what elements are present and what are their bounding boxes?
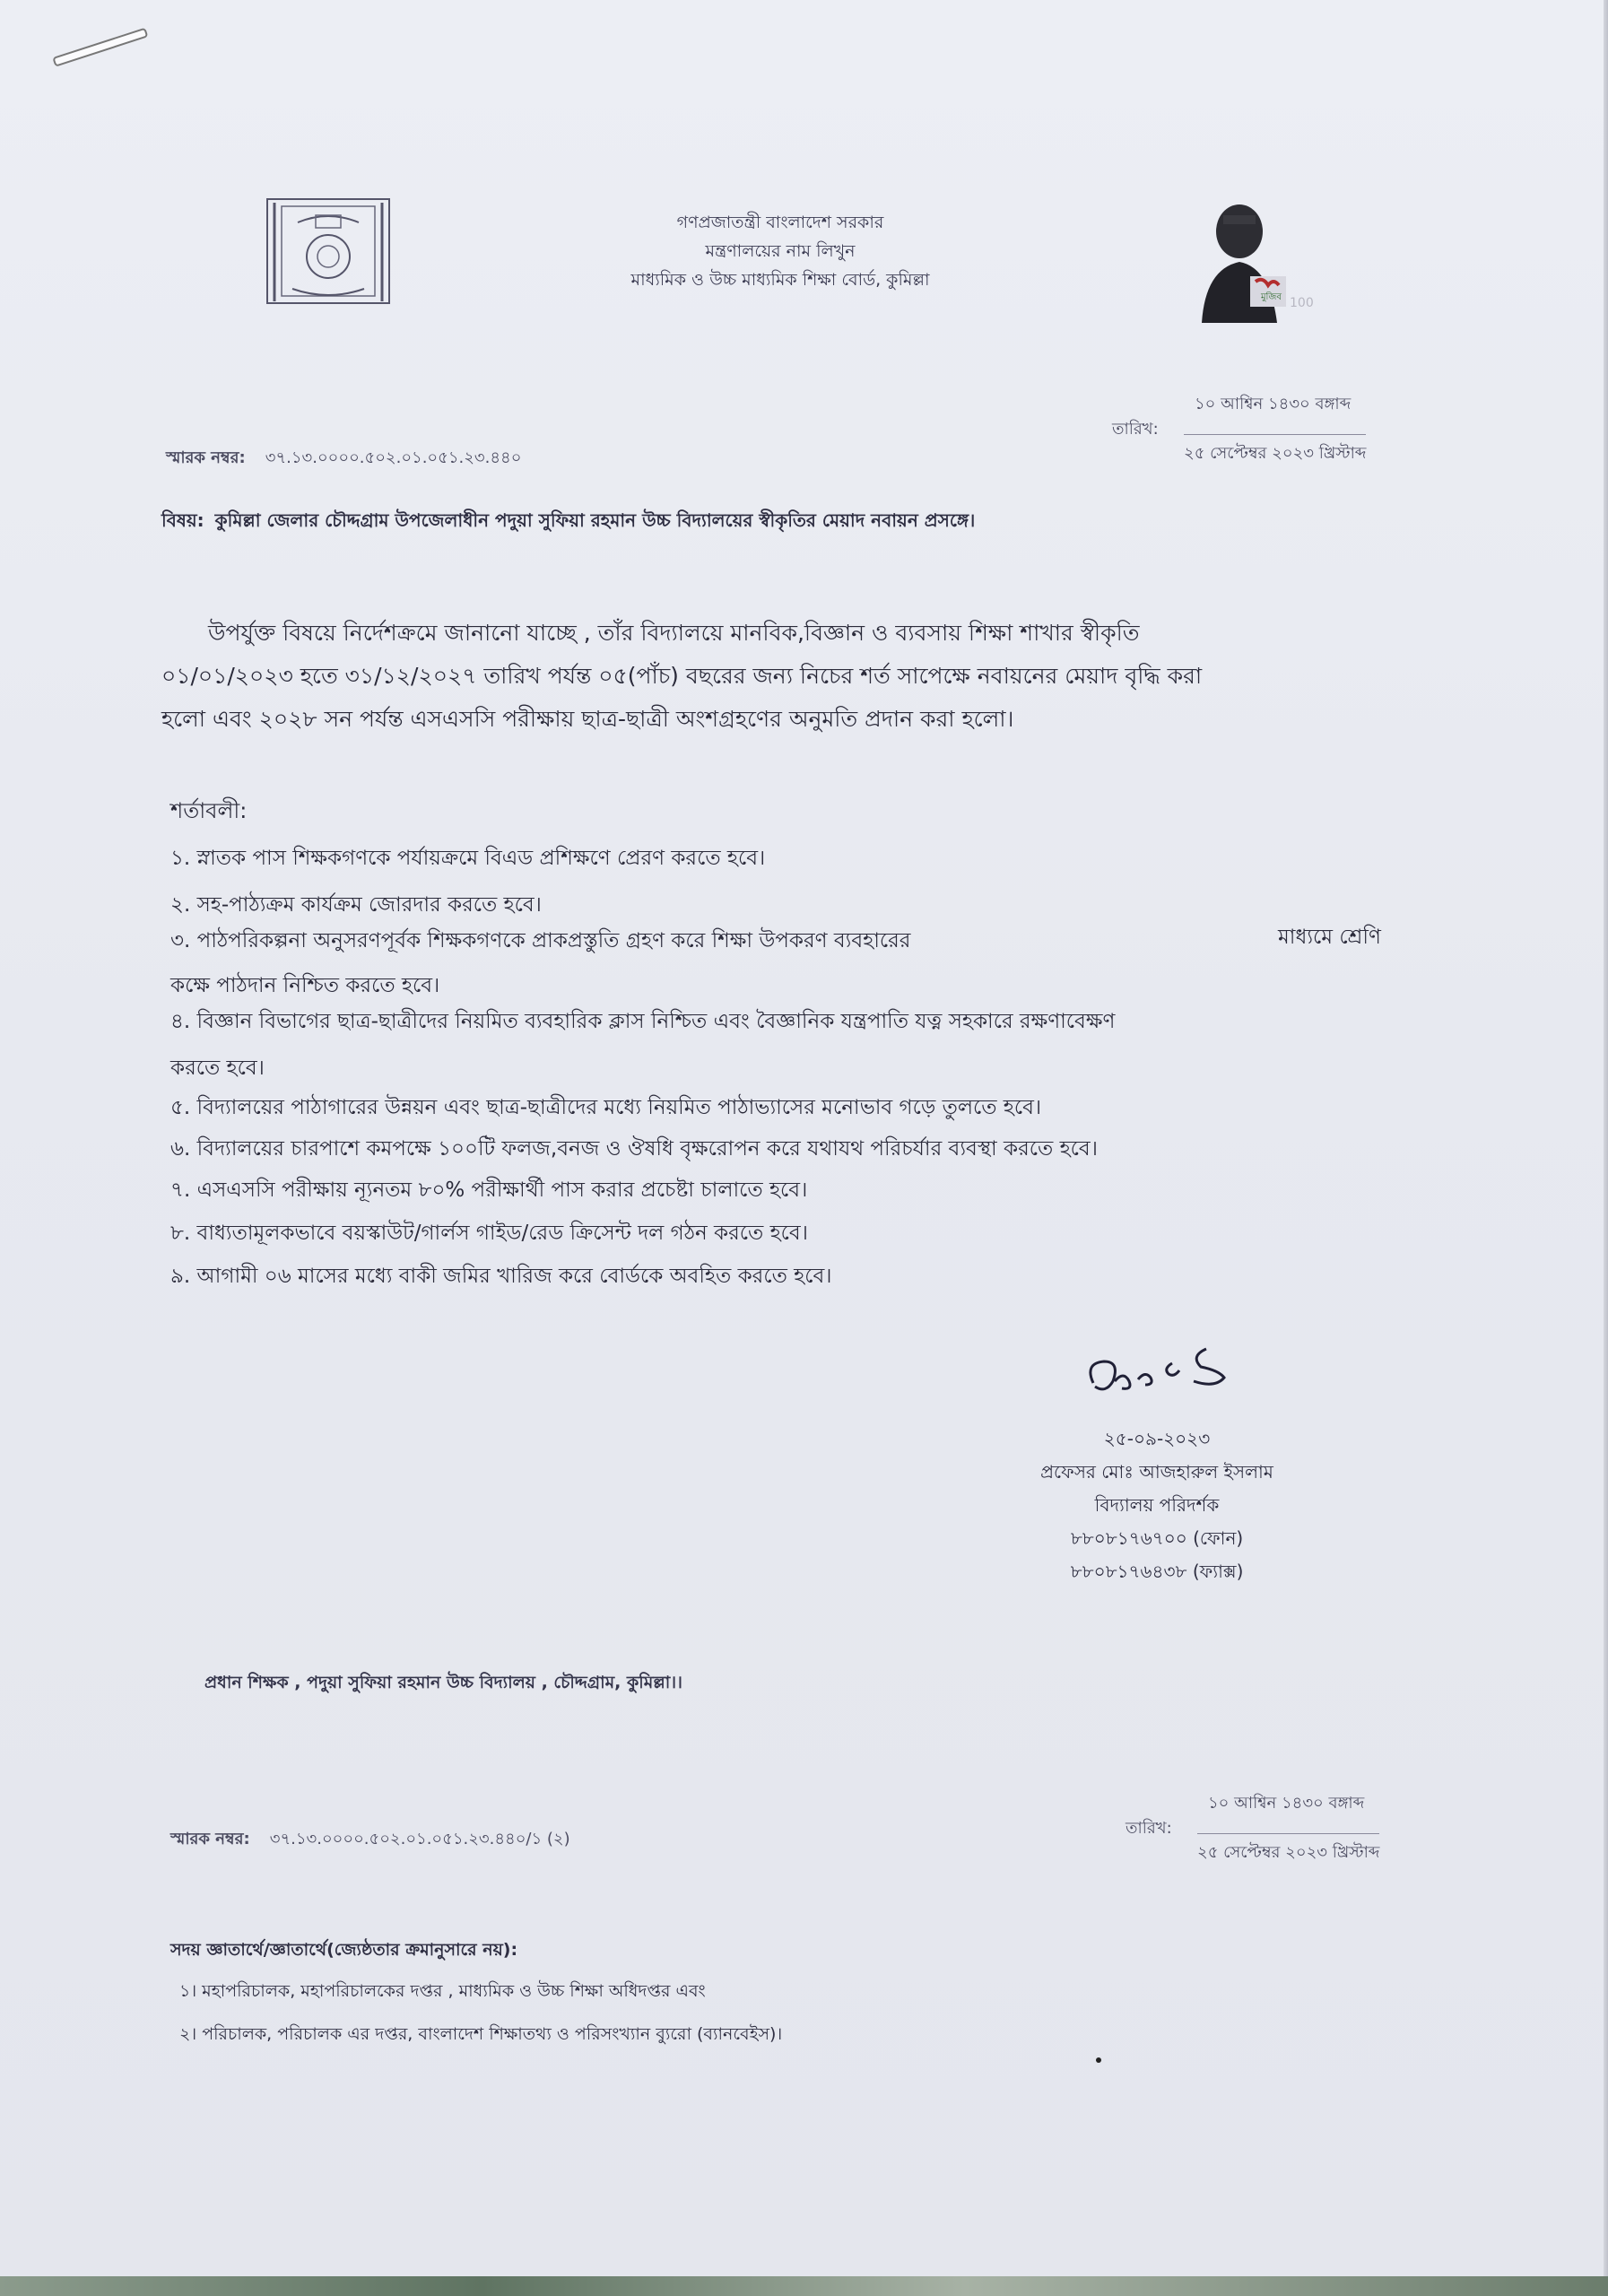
condition-item: করতে হবে।: [170, 1057, 265, 1080]
date-bangla: ১০ আশ্বিন ১৪৩০ বঙ্গাব্দ: [1195, 395, 1352, 413]
memo-number-2: [170, 1826, 570, 1854]
memo-number-1: [166, 445, 521, 473]
condition-item: ৬. বিদ্যালয়ের চারপাশে কমপক্ষে ১০০টি ফলজ,বনজ ও ঔষধি বৃক্ষরোপন করে যথাযথ পরিচর্যার ব্যবস্থা করতে হবে।: [170, 1137, 1098, 1161]
header-line-3: মাধ্যমিক ও উচ্চ মাধ্যমিক শিক্ষা বোর্ড, কুমিল্লা: [630, 270, 930, 290]
condition-item: মাধ্যমে শ্রেণি: [1278, 926, 1381, 949]
conditions-title: শর্তাবলী:: [170, 798, 248, 823]
date-english: ২৫ সেপ্টেম্বর ২০২৩ খ্রিস্টাব্দ: [1197, 1833, 1379, 1867]
signatory-fax: ৮৮০৮১৭৬৪৩৮ (ফ্যাক্স): [1070, 1561, 1244, 1582]
condition-item: ৪. বিজ্ঞান বিভাগের ছাত্র-ছাত্রীদের নিয়মিত ব্যবহারিক ক্লাস নিশ্চিত এবং বৈজ্ঞানিক যন্ত্রপাতি যত্ন সহকারে রক্ষণাবেক্ষণ: [170, 1010, 1116, 1033]
subject-text: কুমিল্লা জেলার চৌদ্দগ্রাম উপজেলাধীন পদুয়া সুফিয়া রহমান উচ্চ বিদ্যালয়ের স্বীকৃতির মেয়াদ নবায়ন প্রসঙ্গে।: [214, 509, 976, 531]
signature-date: ২৫-০৯-২০২৩: [1103, 1428, 1211, 1449]
table-surface: [0, 2276, 1608, 2296]
date-label: তারিখ:: [1112, 420, 1159, 439]
memo-value: ৩৭.১৩.০০০০.৫০২.০১.০৫১.২৩.৪৪০/১ (২): [269, 1830, 570, 1848]
memo-value: ৩৭.১৩.০০০০.৫০২.০১.০৫১.২৩.৪৪০: [265, 448, 522, 467]
condition-item: ৩. পাঠপরিকল্পনা অনুসরণপূর্বক শিক্ষকগণকে প্রাকপ্রস্তুতি গ্রহণ করে শিক্ষা উপকরণ ব্যবহারের: [170, 929, 911, 952]
svg-text:মুজিব: মুজিব: [1261, 292, 1282, 302]
board-emblem-icon: [262, 196, 395, 310]
pencil-mark: [52, 28, 148, 67]
signatory-designation: বিদ্যালয় পরিদর্শক: [1094, 1494, 1220, 1516]
recipient-line: প্রধান শিক্ষক , পদুয়া সুফিয়া রহমান উচ্চ বিদ্যালয় , চৌদ্দগ্রাম, কুমিল্লা।।: [204, 1673, 682, 1692]
page-edge: [1604, 0, 1608, 2296]
date-english: ২৫ সেপ্টেম্বর ২০২৩ খ্রিস্টাব্দ: [1184, 434, 1366, 468]
signatory-name: প্রফেসর মোঃ আজহারুল ইসলাম: [1040, 1461, 1273, 1483]
header-line-2: মন্ত্রণালয়ের নাম লিখুন: [705, 241, 856, 261]
subject-label: বিষয়:: [161, 509, 204, 531]
condition-item: কক্ষে পাঠদান নিশ্চিত করতে হবে।: [170, 974, 440, 997]
copies-title: সদয় জ্ঞাতার্থে/জ্ঞাতার্থে(জ্যেষ্ঠতার ক্রমানুসারে নয়):: [170, 1940, 518, 1960]
condition-item: ৫. বিদ্যালয়ের পাঠাগারের উন্নয়ন এবং ছাত্র-ছাত্রীদের মধ্যে নিয়মিত পাঠাভ্যাসের মনোভাব গড়ে তুলতে হবে।: [170, 1096, 1042, 1119]
condition-item: ৯. আগামী ০৬ মাসের মধ্যে বাকী জমির খারিজ করে বোর্ডকে অবহিত করতে হবে।: [170, 1265, 832, 1288]
body-line-2: ০১/০১/২০২৩ হতে ৩১/১২/২০২৭ তারিখ পর্যন্ত ০৫(পাঁচ) বছরের জন্য নিচের শর্ত সাপেক্ষে নবায়নের মেয়াদ বৃদ্ধি করা: [161, 663, 1203, 689]
ink-dot: [1096, 2057, 1101, 2063]
condition-item: ১. স্নাতক পাস শিক্ষকগণকে পর্যায়ক্রমে বিএড প্রশিক্ষণে প্রেরণ করতে হবে।: [170, 847, 766, 870]
portrait-logo-icon: [1184, 188, 1318, 323]
copy-item: ২। পরিচালক, পরিচালক এর দপ্তর, বাংলাদেশ শিক্ষাতথ্য ও পরিসংখ্যান ব্যুরো (ব্যানবেইস)।: [179, 2024, 783, 2044]
body-line-3: হলো এবং ২০২৮ সন পর্যন্ত এসএসসি পরীক্ষায় ছাত্র-ছাত্রী অংশগ্রহণের অনুমতি প্রদান করা হলো।: [161, 706, 1014, 732]
signature-icon: [1072, 1336, 1287, 1408]
date-label: তারিখ:: [1126, 1819, 1172, 1838]
condition-item: ৭. এসএসসি পরীক্ষায় ন্যূনতম ৮০% পরীক্ষার্থী পাস করার প্রচেষ্টা চালাতে হবে।: [170, 1178, 808, 1202]
signatory-phone: ৮৮০৮১৭৬৭০০ (ফোন): [1070, 1527, 1244, 1549]
subject-line: [161, 508, 975, 537]
condition-item: ২. সহ-পাঠ্যক্রম কার্যক্রম জোরদার করতে হবে।: [170, 893, 542, 917]
date-bangla: ১০ আশ্বিন ১৪৩০ বঙ্গাব্দ: [1208, 1794, 1365, 1813]
condition-item: ৮. বাধ্যতামূলকভাবে বয়স্কাউট/গার্লস গাইড/রেড ক্রিসেন্ট দল গঠন করতে হবে।: [170, 1222, 808, 1245]
header-line-1: গণপ্রজাতন্ত্রী বাংলাদেশ সরকার: [676, 213, 884, 232]
copy-item: ১। মহাপরিচালক, মহাপরিচালকের দপ্তর , মাধ্যমিক ও উচ্চ শিক্ষা অধিদপ্তর এবং: [179, 1981, 706, 2001]
body-line-1: উপর্যুক্ত বিষয়ে নির্দেশক্রমে জানানো যাচ্ছে , তাঁর বিদ্যালয়ে মানবিক,বিজ্ঞান ও ব্যবসায় শিক্ষা শাখার স্বীকৃতি: [208, 620, 1140, 646]
memo-label: স্মারক নম্বর:: [170, 1830, 250, 1848]
memo-label: স্মারক নম্বর:: [166, 448, 246, 467]
body-paragraph: [161, 612, 1417, 741]
signature-block: [1004, 1422, 1309, 1588]
government-header: [502, 208, 1058, 294]
svg-text:100: 100: [1290, 296, 1314, 310]
